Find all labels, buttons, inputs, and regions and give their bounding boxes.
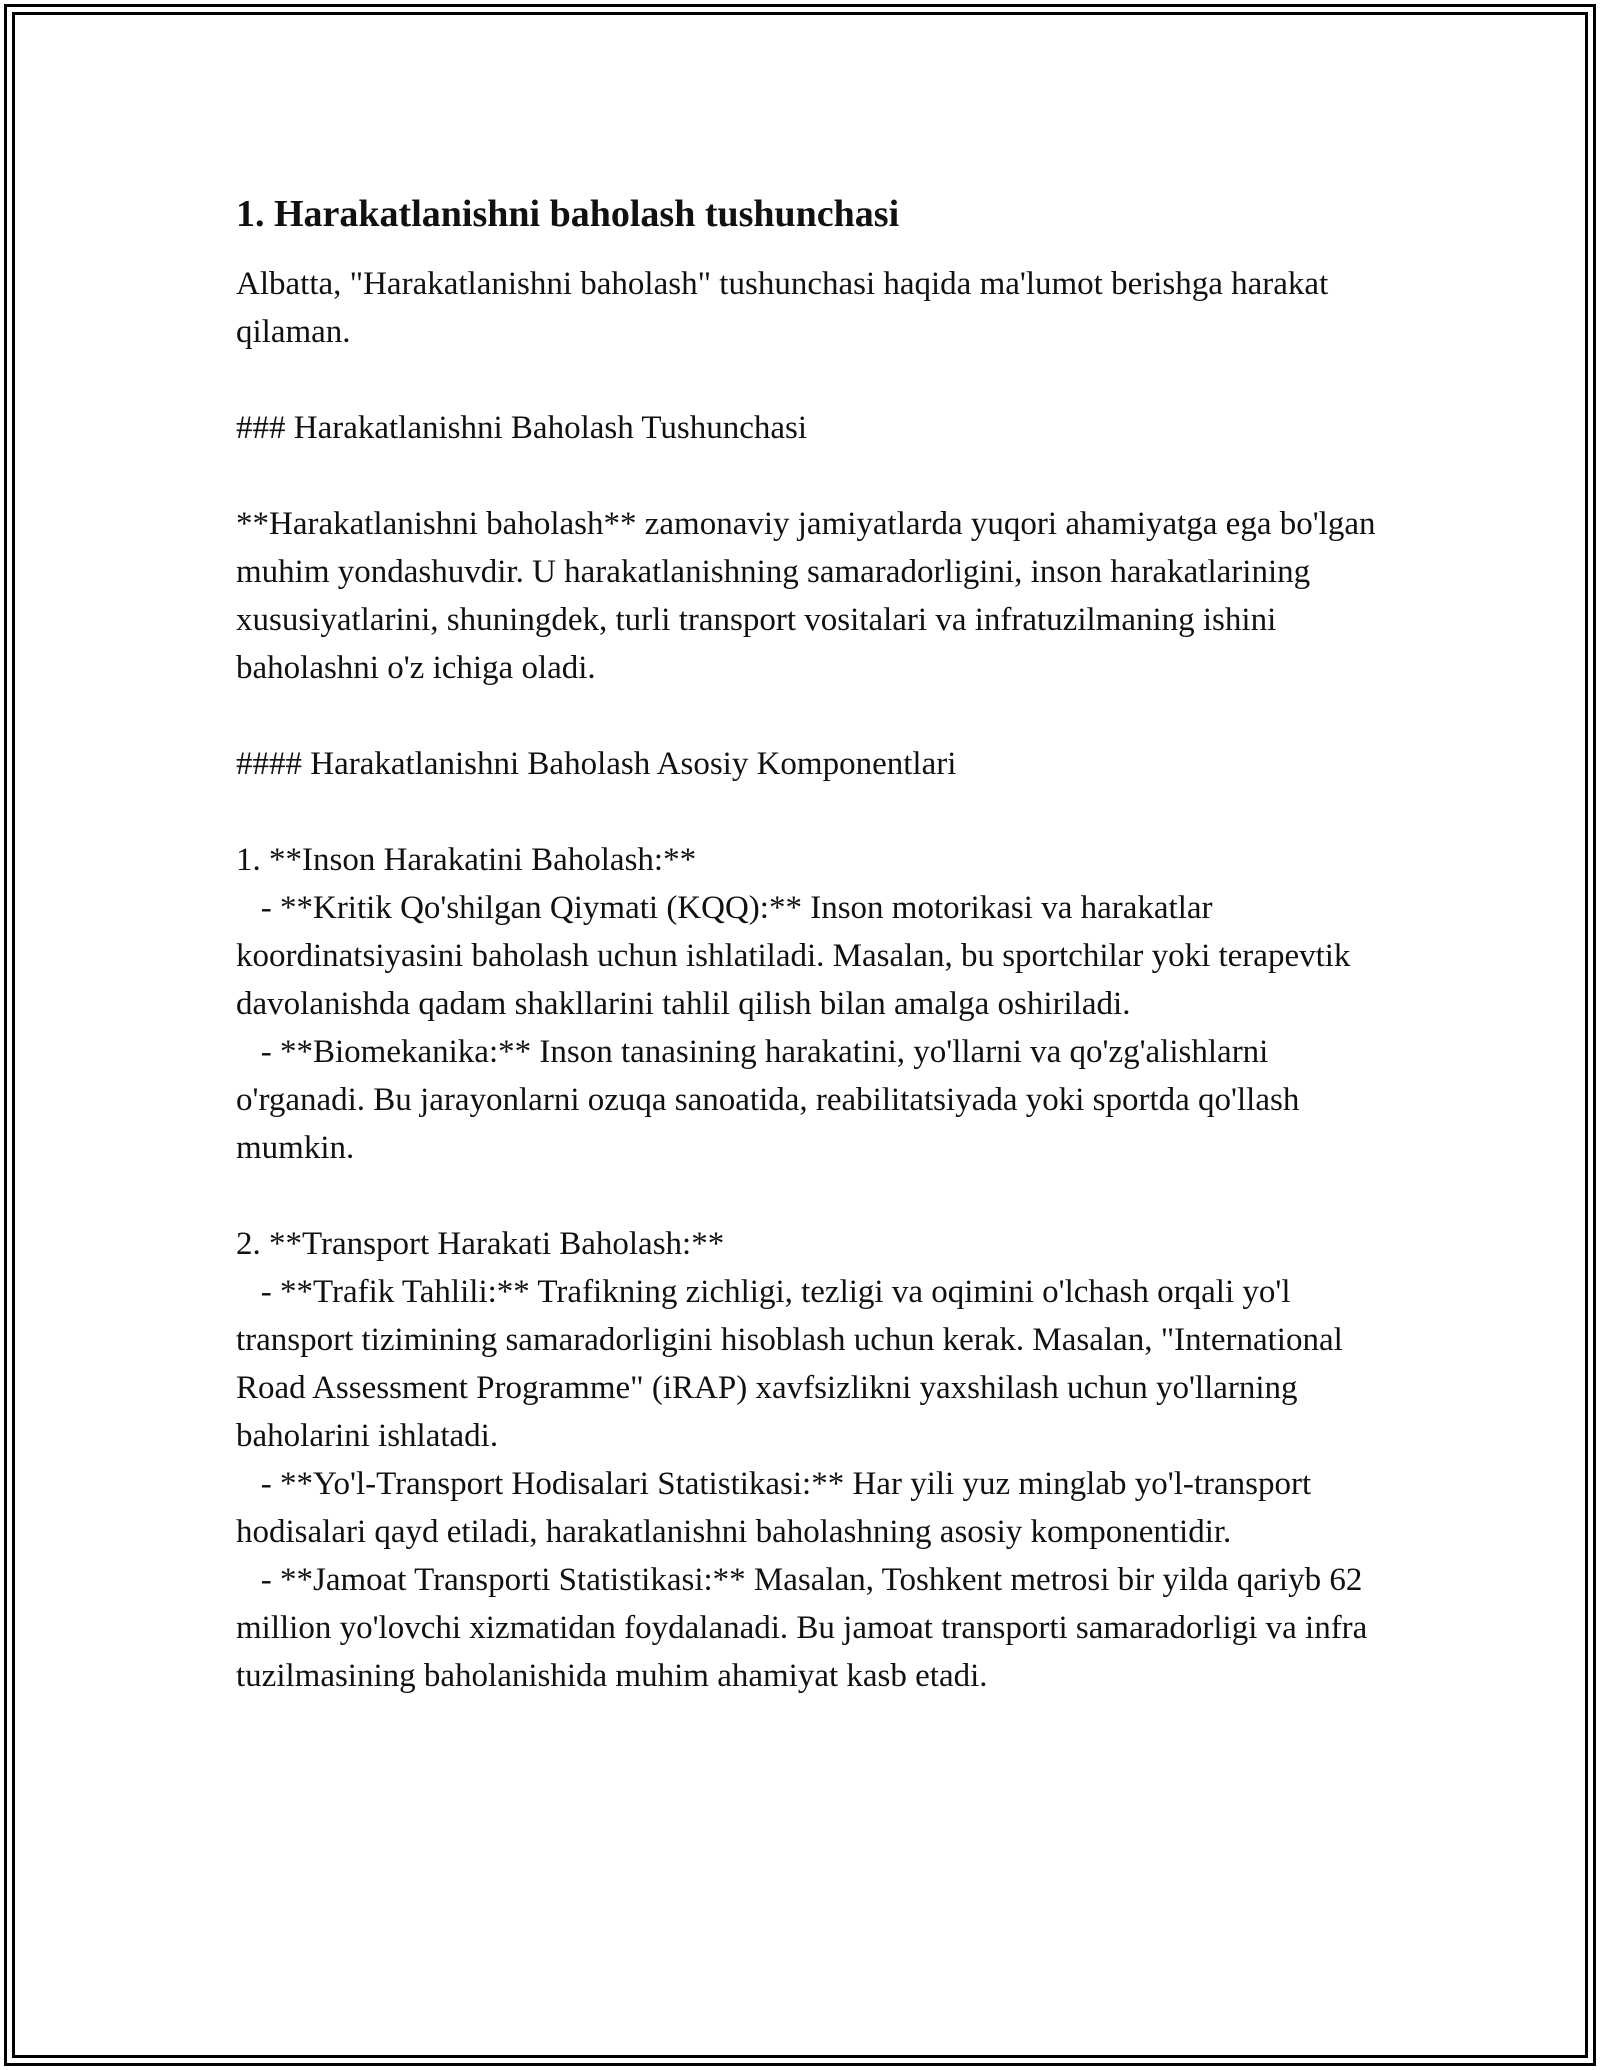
definition-paragraph: **Harakatlanishni baholash** zamonaviy jamiyatlarda yuqori ahamiyatga ega bo'lgan muhim yondashuvdir. U harakatlanishning samaradorligini, inson harakatlarining xususiyatlarini, shuningdek, turli transport vositalari va infratuzilmaning ishini baholashni o'z ichiga oladi. [236, 506, 1384, 686]
document-body [236, 188, 1386, 1700]
spacer [236, 1172, 1386, 1220]
list-item-jamoat-transporti: - **Jamoat Transporti Statistikasi:** Masalan, Toshkent metrosi bir yilda qariyb 62 million yo'lovchi xizmatidan foydalanadi. Bu jamoat transporti samaradorligi va infra tuzilmasining baholanishida muhim ahamiyat kasb etadi. [236, 1562, 1376, 1694]
spacer [236, 356, 1386, 404]
list-item-kqq: - **Kritik Qo'shilgan Qiymati (KQQ):** Inson motorikasi va harakatlar koordinatsiyasini baholash uchun ishlatiladi. Masalan, bu sportchilar yoki terapevtik davolanishda qadam shakllarini tahlil qilish bilan amalga oshiriladi. [236, 890, 1359, 1022]
spacer [236, 692, 1386, 740]
spacer [236, 788, 1386, 836]
page-title: 1. Harakatlanishni baholash tushunchasi [236, 193, 900, 235]
section-2-title: 2. **Transport Harakati Baholash:** [236, 1226, 725, 1262]
list-item-yth-statistikasi: - **Yo'l-Transport Hodisalari Statistikasi:** Har yili yuz minglab yo'l-transport hodisalari qayd etiladi, harakatlanishni baholashning asosiy komponentidir. [236, 1466, 1320, 1550]
section-1-title: 1. **Inson Harakatini Baholash:** [236, 842, 697, 878]
markdown-heading-3: ### Harakatlanishni Baholash Tushunchasi [236, 410, 808, 446]
list-item-trafik: - **Trafik Tahlili:** Trafikning zichligi, tezligi va oqimini o'lchash orqali yo'l transport tizimining samaradorligini hisoblash uchun kerak. Masalan, "International Road Assessment Programme" (iRAP) xavfsizlikni yaxshilash uchun yo'llarning baholarini ishlatadi. [236, 1274, 1352, 1454]
intro-paragraph: Albatta, "Harakatlanishni baholash" tushunchasi haqida ma'lumot berishga harakat qilaman. [236, 266, 1337, 350]
spacer [236, 452, 1386, 500]
markdown-heading-4: #### Harakatlanishni Baholash Asosiy Komponentlari [236, 746, 957, 782]
list-item-biomekanika: - **Biomekanika:** Inson tanasining harakatini, yo'llarni va qo'zg'alishlarni o'rganadi. Bu jarayonlarni ozuqa sanoatida, reabilitatsiyada yoki sportda qo'llash mumkin. [236, 1034, 1308, 1166]
